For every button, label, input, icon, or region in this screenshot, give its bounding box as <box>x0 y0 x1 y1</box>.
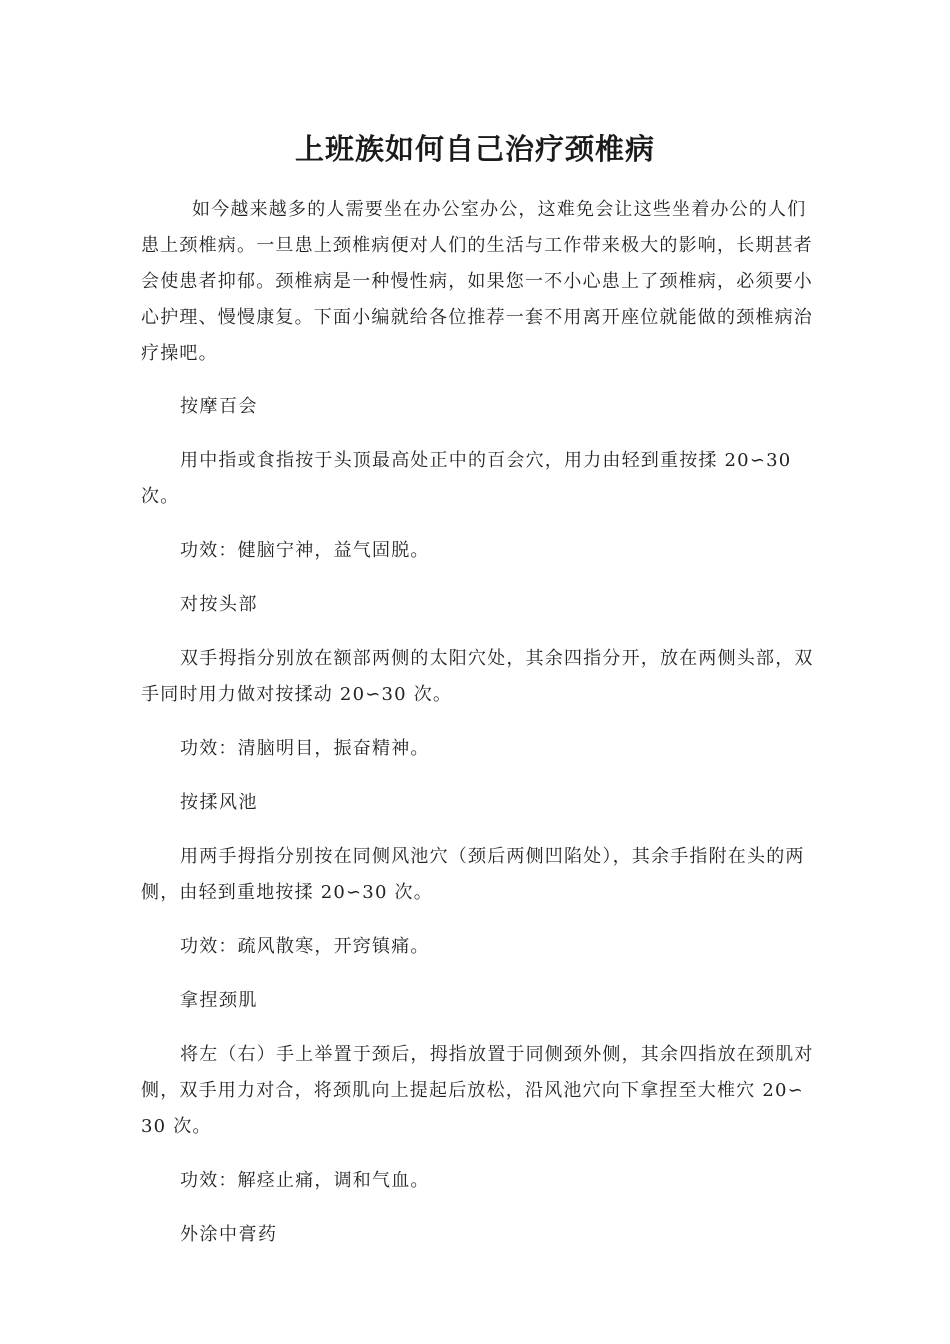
section-heading-plaster: 外涂中膏药 <box>180 1224 278 1245</box>
section-effect-fengchi: 功效：疏风散寒，开窍镇痛。 <box>180 936 430 957</box>
section-body-fengchi: 用两手拇指分别按在同侧风池穴（颈后两侧凹陷处），其余手指附在头的两侧，由轻到重地按揉 20∽30 次。 <box>141 846 805 903</box>
document-body <box>141 192 816 1253</box>
section-heading-neck: 拿捏颈肌 <box>180 990 258 1011</box>
document-title: 上班族如何自己治疗颈椎病 <box>294 132 655 167</box>
intro-paragraph: 如今越来越多的人需要坐在办公室办公，这难免会让这些坐着办公的人们患上颈椎病。一旦患上颈椎病便对人们的生活与工作带来极大的影响，长期甚者会使患者抑郁。颈椎病是一种慢性病，如果您一不小心患上了颈椎病，必须要小心护理、慢慢康复。下面小编就给各位推荐一套不用离开座位就能做的颈椎病治疗操吧。 <box>141 199 813 364</box>
section-body-head: 双手拇指分别放在额部两侧的太阳穴处，其余四指分开，放在两侧头部，双手同时用力做对按揉动 20∽30 次。 <box>141 648 814 705</box>
section-effect-baidui: 功效：健脑宁神，益气固脱。 <box>180 540 430 561</box>
section-body-baidui: 用中指或食指按于头顶最高处正中的百会穴，用力由轻到重按揉 20∽30 次。 <box>141 450 792 507</box>
section-heading-head: 对按头部 <box>180 594 258 615</box>
section-effect-neck: 功效：解痉止痛，调和气血。 <box>180 1170 430 1191</box>
section-body-neck: 将左（右）手上举置于颈后，拇指放置于同侧颈外侧，其余四指放在颈肌对侧，双手用力对合，将颈肌向上提起后放松，沿风池穴向下拿捏至大椎穴 20∽30 次。 <box>141 1044 814 1137</box>
section-effect-head: 功效：清脑明目，振奋精神。 <box>180 738 430 759</box>
section-heading-baidui: 按摩百会 <box>180 396 258 417</box>
section-heading-fengchi: 按揉风池 <box>180 792 258 813</box>
